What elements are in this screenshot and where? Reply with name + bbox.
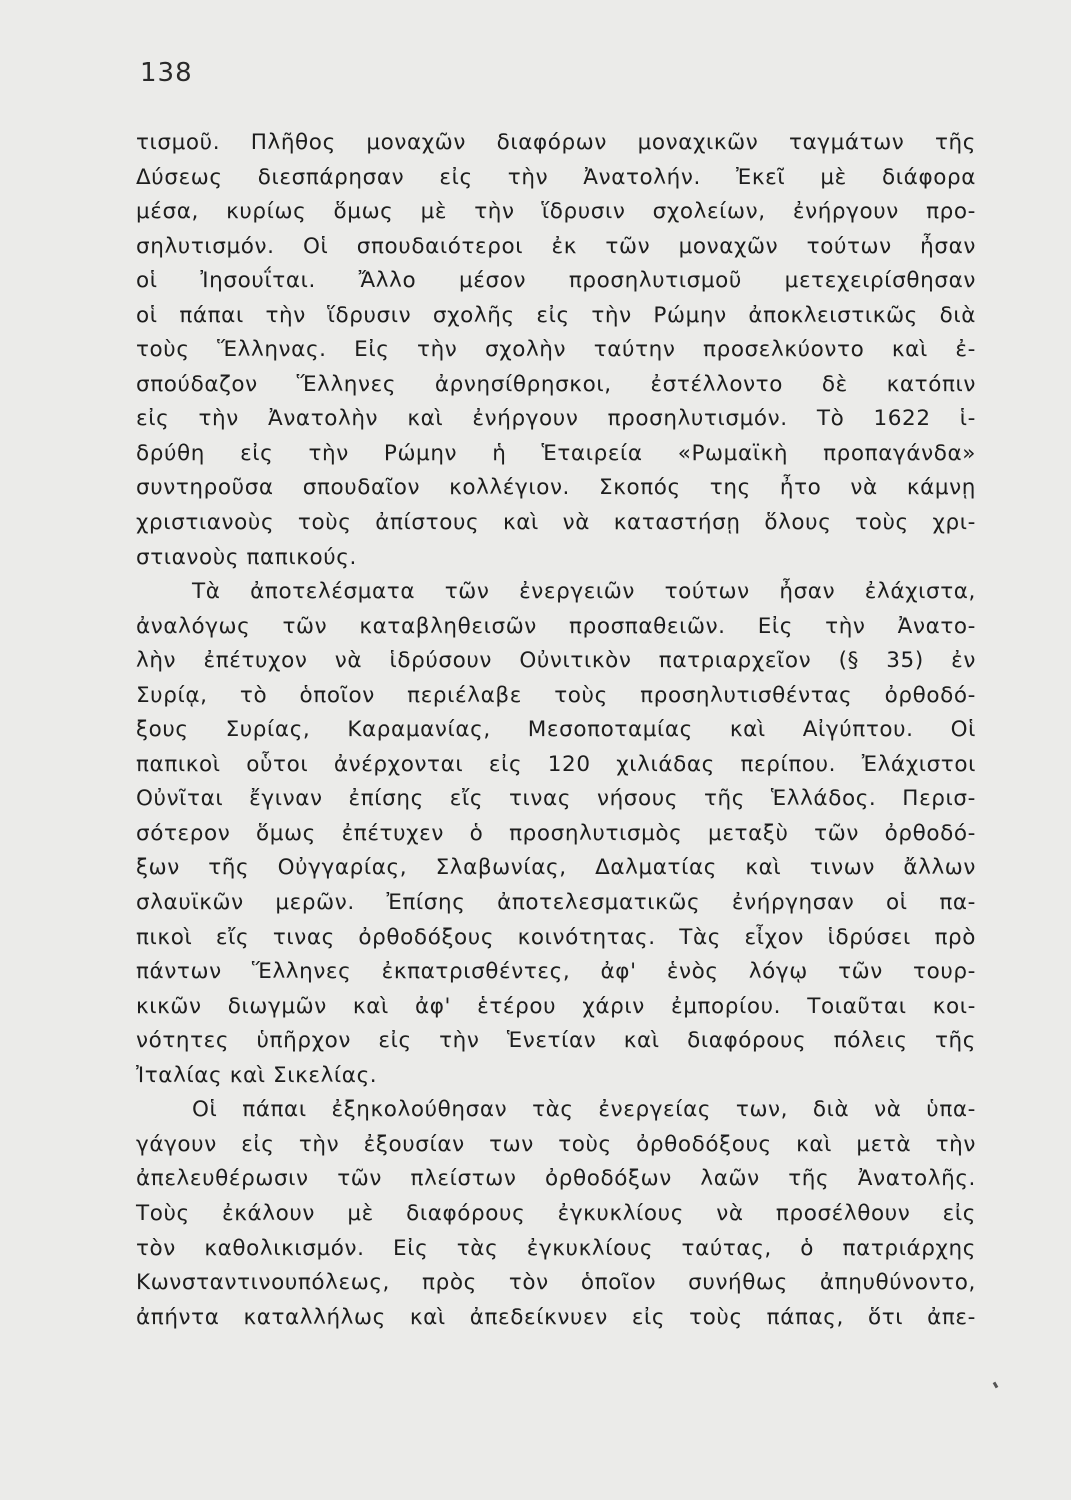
paragraph-start-line: Τὰ ἀποτελέσματα τῶν ἐνεργειῶν τούτων ἦσαν ἐλάχιστα, xyxy=(192,579,976,605)
text-line: ξους Συρίας, Καραμανίας, Μεσοποταμίας καὶ Αἰγύπτου. Οἱ xyxy=(136,717,976,743)
text-line: ἀπελευθέρωσιν τῶν πλείστων ὀρθοδόξων λαῶν τῆς Ἀνατολῆς. xyxy=(136,1166,976,1192)
text-line: Δύσεως διεσπάρησαν εἰς τὴν Ἀνατολήν. Ἐκεῖ μὲ διάφορα xyxy=(136,164,976,190)
text-line: σπούδαζον Ἕλληνες ἀρνησίθρησκοι, ἐστέλλοντο δὲ κατόπιν xyxy=(136,371,976,397)
text-line: σότερον ὅμως ἐπέτυχεν ὁ προσηλυτισμὸς μεταξὺ τῶν ὀρθοδό- xyxy=(136,820,976,846)
text-line: κικῶν διωγμῶν καὶ ἀφ' ἑτέρου χάριν ἐμπορίου. Τοιαῦται κοι- xyxy=(136,993,976,1019)
text-line: τισμοῦ. Πλῆθος μοναχῶν διαφόρων μοναχικῶν ταγμάτων τῆς xyxy=(136,130,976,155)
text-line: λὴν ἐπέτυχον νὰ ἱδρύσουν Οὐνιτικὸν πατριαρχεῖον (§ 35) ἐν xyxy=(136,648,976,674)
text-line: τὸν καθολικισμόν. Εἰς τὰς ἐγκυκλίους ταύτας, ὁ πατριάρχης xyxy=(136,1235,976,1261)
text-line: οἱ Ἰησουΐται. Ἄλλο μέσον προσηλυτισμοῦ μετεχειρίσθησαν xyxy=(136,268,976,294)
text-line: Οὐνῖται ἔγιναν ἐπίσης εἴς τινας νήσους τῆς Ἑλλάδος. Περισ- xyxy=(136,786,976,812)
text-line: ἀπήντα καταλλήλως καὶ ἀπεδείκνυεν εἰς τοὺς πάπας, ὅτι ἀπε- xyxy=(136,1304,976,1330)
text-line: χριστιανοὺς τοὺς ἀπίστους καὶ νὰ καταστήσῃ ὅλους τοὺς χρι- xyxy=(136,510,976,536)
text-line: Τοὺς ἐκάλουν μὲ διαφόρους ἐγκυκλίους νὰ προσέλθουν εἰς xyxy=(136,1200,976,1226)
text-line: ἀναλόγως τῶν καταβληθεισῶν προσπαθειῶν. Εἰς τὴν Ἀνατο- xyxy=(136,613,976,639)
text-line: παπικοὶ οὗτοι ἀνέρχονται εἰς 120 χιλιάδας περίπου. Ἐλάχιστοι xyxy=(136,751,976,777)
text-line: δρύθη εἰς τὴν Ρώμην ἡ Ἑταιρεία «Ρωμαϊκὴ προπαγάνδα» xyxy=(136,440,976,466)
text-line: Συρίᾳ, τὸ ὁποῖον περιέλαβε τοὺς προσηλυτισθέντας ὀρθοδό- xyxy=(136,682,976,708)
text-line: σλαυϊκῶν μερῶν. Ἐπίσης ἀποτελεσματικῶς ἐνήργησαν οἱ πα- xyxy=(136,890,976,916)
text-line: Ἰταλίας καὶ Σικελίας. xyxy=(136,1062,378,1088)
page-number: 138 xyxy=(140,58,193,88)
paragraph-start-line: Οἱ πάπαι ἐξηκολούθησαν τὰς ἐνεργείας των, διὰ νὰ ὑπα- xyxy=(192,1097,976,1123)
text-line: πάντων Ἕλληνες ἐκπατρισθέντες, ἀφ' ἑνὸς λόγῳ τῶν τουρ- xyxy=(136,959,976,985)
text-line: εἰς τὴν Ἀνατολὴν καὶ ἐνήργουν προσηλυτισμόν. Τὸ 1622 ἱ- xyxy=(136,406,976,432)
text-line: οἱ πάπαι τὴν ἵδρυσιν σχολῆς εἰς τὴν Ρώμην ἀποκλειστικῶς διὰ xyxy=(136,302,976,328)
text-line: μέσα, κυρίως ὅμως μὲ τὴν ἵδρυσιν σχολείων, ἐνήργουν προ- xyxy=(136,199,976,225)
body-text xyxy=(136,126,976,1335)
paper-speck xyxy=(993,1382,999,1389)
text-line: τοὺς Ἕλληνας. Εἰς τὴν σχολὴν ταύτην προσελκύοντο καὶ ἐ- xyxy=(136,337,976,363)
text-line: νότητες ὑπῆρχον εἰς τὴν Ἑνετίαν καὶ διαφόρους πόλεις τῆς xyxy=(136,1028,976,1054)
text-line: γάγουν εἰς τὴν ἐξουσίαν των τοὺς ὀρθοδόξους καὶ μετὰ τὴν xyxy=(136,1131,976,1157)
text-line: Κωνσταντινουπόλεως, πρὸς τὸν ὁποῖον συνήθως ἀπηυθύνοντο, xyxy=(136,1270,976,1296)
text-line: πικοὶ εἴς τινας ὀρθοδόξους κοινότητας. Τὰς εἶχον ἱδρύσει πρὸ xyxy=(136,924,976,950)
text-line: ξων τῆς Οὐγγαρίας, Σλαβωνίας, Δαλματίας καὶ τινων ἄλλων xyxy=(136,855,976,881)
text-line: στιανοὺς παπικούς. xyxy=(136,544,357,570)
text-line: συντηροῦσα σπουδαῖον κολλέγιον. Σκοπός της ἦτο νὰ κάμνῃ xyxy=(136,475,976,501)
text-line: σηλυτισμόν. Οἱ σπουδαιότεροι ἐκ τῶν μοναχῶν τούτων ἦσαν xyxy=(136,233,976,259)
